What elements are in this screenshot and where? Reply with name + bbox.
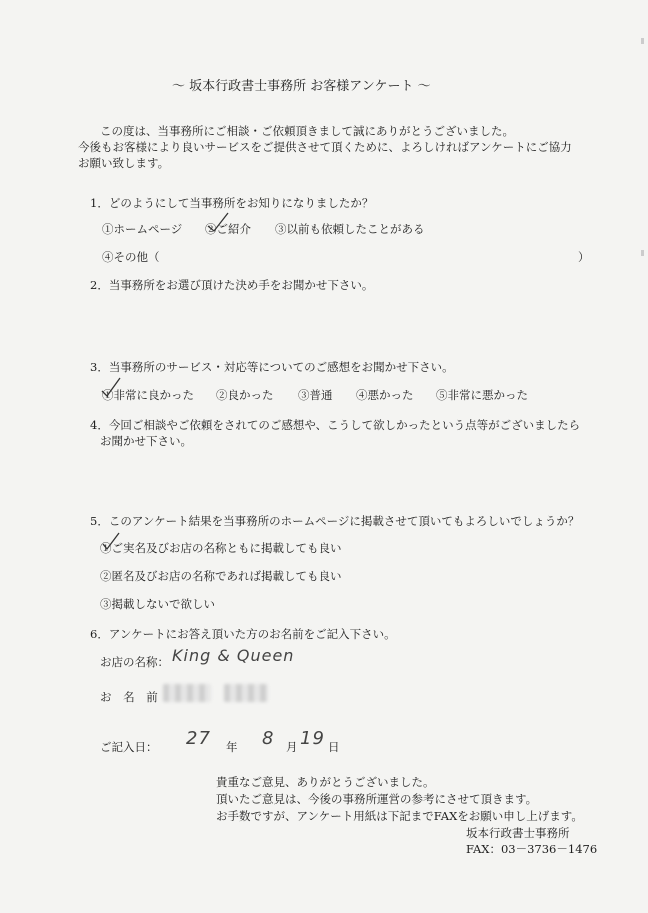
date-day-unit: 日 <box>328 740 340 754</box>
q3-option-5[interactable]: ⑤非常に悪かった <box>436 388 528 402</box>
q3-check-mark <box>100 376 122 398</box>
date-label: ご記入日： <box>100 740 158 754</box>
closing-line-1: 貴重なご意見、ありがとうございました。 <box>216 775 435 789</box>
question-6: 6．アンケートにお答え頂いた方のお名前をご記入下さい。 <box>90 627 396 641</box>
intro-line-2: 今後もお客様により良いサービスをご提供させて頂くために、よろしければアンケートにご協力 <box>78 140 572 154</box>
question-5: 5．このアンケート結果を当事務所のホームページに掲載させて頂いてもよろしいでしょうか？ <box>90 514 580 528</box>
q3-option-1[interactable]: ①非常に良かった <box>102 388 194 402</box>
q5-option-3[interactable]: ③掲載しないで欲しい <box>100 597 215 611</box>
question-2: 2．当事務所をお選び頂けた決め手をお聞かせ下さい。 <box>90 278 374 292</box>
q1-option-1[interactable]: ①ホームページ <box>102 222 183 236</box>
q1-option-4[interactable]: ④その他（ <box>102 250 160 264</box>
q5-option-1[interactable]: ①ご実名及びお店の名称ともに掲載しても良い <box>100 541 342 555</box>
q1-other-close: ） <box>578 250 590 264</box>
office-name: 坂本行政書士事務所 <box>466 826 570 840</box>
q3-option-4[interactable]: ④悪かった <box>356 388 414 402</box>
q1-check-mark <box>206 211 230 233</box>
closing-line-3: お手数ですが、アンケート用紙は下記までFAXをお願い申し上げます。 <box>216 809 583 823</box>
q5-check-mark <box>101 531 121 551</box>
date-day-value: 19 <box>300 728 325 749</box>
q1-option-3[interactable]: ③以前も依頼したことがある <box>275 222 425 236</box>
date-year-unit: 年 <box>226 740 238 754</box>
fax-number: FAX：03－3736－1476 <box>466 842 598 856</box>
shop-name-label: お店の名称： <box>100 655 169 669</box>
scan-edge-mark <box>641 250 644 256</box>
intro-line-3: お願い致します。 <box>78 156 170 170</box>
intro-line-1: この度は、当事務所にご相談・ご依頼頂きまして誠にありがとうございました。 <box>100 124 514 138</box>
date-year-value: 27 <box>186 728 211 749</box>
redacted-name-part-1 <box>163 684 211 702</box>
survey-title: ～ 坂本行政書士事務所 お客様アンケート ～ <box>172 79 431 94</box>
question-1: 1．どのようにして当事務所をお知りになりましたか？ <box>90 196 374 210</box>
q1-option-2[interactable]: ②ご紹介 <box>205 222 251 236</box>
shop-name-value: King & Queen <box>172 646 295 665</box>
redacted-name-part-2 <box>224 684 268 702</box>
date-month-unit: 月 <box>286 740 298 754</box>
question-4-cont: お聞かせ下さい。 <box>100 434 192 448</box>
date-month-value: 8 <box>262 728 275 749</box>
q3-option-2[interactable]: ②良かった <box>216 388 274 402</box>
scan-edge-mark <box>641 38 644 44</box>
closing-line-2: 頂いたご意見は、今後の事務所運営の参考にさせて頂きます。 <box>216 792 538 806</box>
question-4: 4．今回ご相談やご依頼をされてのご感想や、こうして欲しかったという点等がございましたら <box>90 418 581 432</box>
question-3: 3．当事務所のサービス・対応等についてのご感想をお聞かせ下さい。 <box>90 360 454 374</box>
q3-option-3[interactable]: ③普通 <box>298 388 333 402</box>
q5-option-2[interactable]: ②匿名及びお店の名称であれば掲載しても良い <box>100 569 342 583</box>
name-label: お 名 前 <box>100 690 158 704</box>
